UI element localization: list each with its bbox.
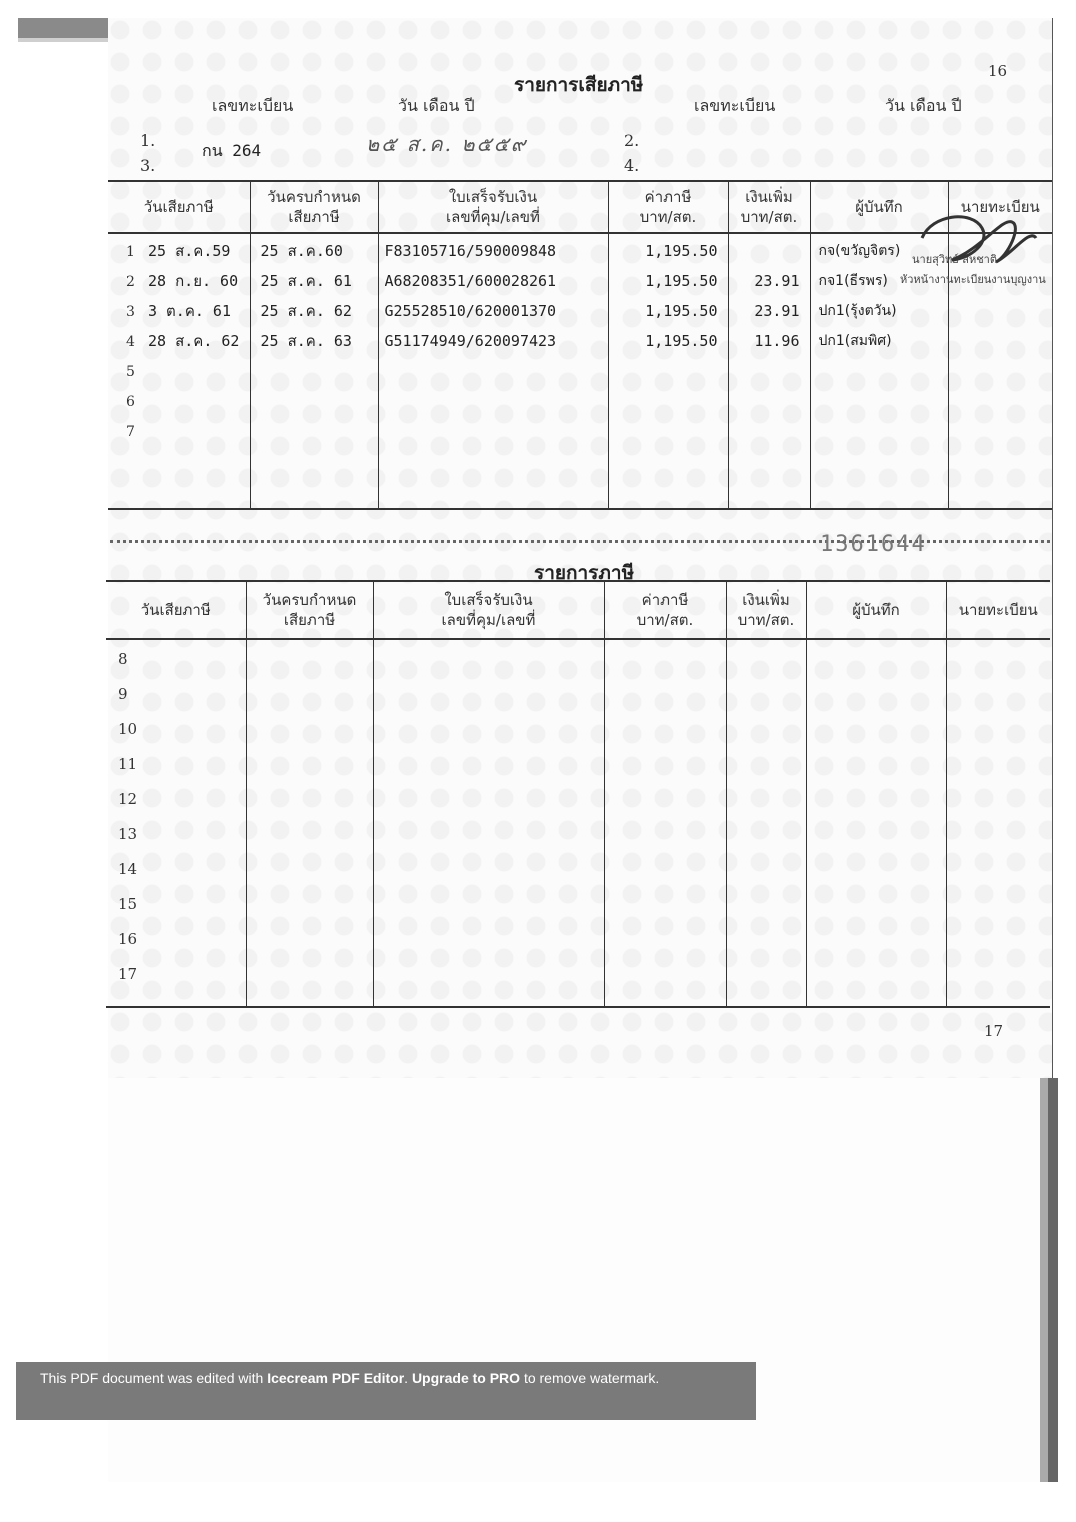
- tax-payment-table: [108, 180, 1052, 510]
- reg-entry-1-no: 1.: [140, 131, 156, 150]
- recorder-cell: กจ1(ธีรพร): [818, 273, 888, 289]
- col-header-extra: เงินเพิ่ม บาท/สต.: [726, 581, 806, 639]
- page-number-bottom: 17: [984, 1022, 1004, 1040]
- table-row: 3 3 ต.ค. 61: [126, 302, 231, 320]
- tax-cell: 1,195.50: [645, 242, 718, 260]
- due-date-column: [246, 639, 373, 1007]
- due-date-cell: 25 ส.ค.60: [260, 242, 343, 260]
- scan-corner-mark: [18, 18, 110, 38]
- scan-edge-dark: [1048, 1078, 1058, 1482]
- col-header-registrar: นายทะเบียน: [946, 581, 1050, 639]
- pay-date-column: [108, 233, 250, 509]
- tax-column: [608, 233, 728, 509]
- upgrade-link[interactable]: Upgrade to PRO: [411, 1370, 521, 1386]
- registrar-stamp-title: หัวหน้างานทะเบียนงานบุญงาน: [900, 273, 1046, 286]
- col-header-pay-date: วันเสียภาษี: [106, 581, 246, 639]
- extra-cell: 11.96: [754, 332, 800, 350]
- scan-corner-mark-edge: [18, 38, 110, 42]
- reg-entry-1-date: ๒๕ ส.ค. ๒๕๕๙: [366, 132, 528, 156]
- tax-cell: 1,195.50: [645, 332, 718, 350]
- col-header-due-date: วันครบกำหนด เสียภาษี: [246, 581, 373, 639]
- list-item: 14: [118, 860, 138, 878]
- col-header-extra: เงินเพิ่ม บาท/สต.: [728, 181, 810, 233]
- registrar-signature: [912, 208, 1042, 270]
- scan-edge-light: [1040, 1078, 1048, 1482]
- tax-payment-title: รายการเสียภาษี: [514, 74, 644, 96]
- due-date-column: [250, 233, 378, 509]
- col-header-receipt: ใบเสร็จรับเงิน เลขที่คุม/เลขที่: [378, 181, 608, 233]
- table-row: 2 28 ก.ย. 60: [126, 272, 239, 290]
- reg-no-label-1: เลขทะเบียน: [212, 96, 294, 115]
- list-item: 13: [118, 825, 138, 843]
- list-item: 10: [118, 720, 138, 738]
- recorder-cell: กจ(ขวัญจิตร): [818, 243, 901, 259]
- page-number-top: 16: [988, 62, 1008, 80]
- list-item: 17: [118, 965, 138, 983]
- table-row: 4 28 ส.ค. 62: [126, 332, 240, 350]
- receipt-column: [378, 233, 608, 509]
- table-row: 1 25 ส.ค.59: [126, 242, 231, 260]
- list-item: 8: [118, 650, 128, 668]
- tax-cell: 1,195.50: [645, 272, 718, 290]
- watermark-text: This PDF document was edited with Icecream PDF Editor. Upgrade to PRO to remove watermark.: [40, 1370, 660, 1386]
- col-header-pay-date: วันเสียภาษี: [108, 181, 250, 233]
- list-item: 9: [118, 685, 128, 703]
- reg-entry-4-no: 4.: [624, 156, 640, 175]
- extra-cell: 23.91: [754, 302, 800, 320]
- tax-column: [604, 639, 726, 1007]
- table-row: 6: [126, 394, 135, 410]
- receipt-cell: G25528510/620001370: [384, 302, 557, 320]
- list-item: 12: [118, 790, 138, 808]
- recorder-column: [806, 639, 946, 1007]
- reg-entry-3-no: 3.: [140, 156, 156, 175]
- col-header-tax: ค่าภาษี บาท/สต.: [604, 581, 726, 639]
- tax-list-table: [106, 580, 1050, 1008]
- col-header-receipt: ใบเสร็จรับเงิน เลขที่คุม/เลขที่: [373, 581, 604, 639]
- reg-no-label-2: เลขทะเบียน: [694, 96, 776, 115]
- receipt-cell: A68208351/600028261: [384, 272, 557, 290]
- extra-column: [728, 233, 810, 509]
- list-item: 11: [118, 755, 138, 773]
- due-date-cell: 25 ส.ค. 62: [260, 302, 352, 320]
- row-number-column: [106, 639, 246, 1007]
- due-date-cell: 25 ส.ค. 63: [260, 332, 352, 350]
- date-label-1: วัน เดือน ปี: [398, 96, 475, 115]
- col-header-registrar: นายทะเบียน: [948, 181, 1052, 233]
- tax-cell: 1,195.50: [645, 302, 718, 320]
- col-header-due-date: วันครบกำหนด เสียภาษี: [250, 181, 378, 233]
- recorder-cell: ปก1(รุ้งตวัน): [818, 303, 897, 319]
- extra-cell: 23.91: [754, 272, 800, 290]
- due-date-cell: 25 ส.ค. 61: [260, 272, 352, 290]
- serial-mark: 1361644: [820, 532, 927, 557]
- receipt-cell: G51174949/620097423: [384, 332, 557, 350]
- date-label-2: วัน เดือน ปี: [885, 96, 962, 115]
- col-header-recorder: ผู้บันทึก: [810, 181, 948, 233]
- list-item: 15: [118, 895, 138, 913]
- extra-cell: [729, 236, 810, 266]
- reg-entry-2-no: 2.: [624, 131, 640, 150]
- col-header-recorder: ผู้บันทึก: [806, 581, 946, 639]
- tax-list-title: รายการภาษี: [534, 562, 635, 584]
- receipt-cell: F83105716/590009848: [384, 242, 557, 260]
- receipt-column: [373, 639, 604, 1007]
- registrar-column: [946, 639, 1050, 1007]
- registrar-stamp-name: นายสุวิทย์ สหชาติ: [912, 253, 997, 266]
- watermark-brand: Icecream PDF Editor: [267, 1370, 405, 1386]
- table-row: 7: [126, 424, 135, 440]
- list-item: 16: [118, 930, 138, 948]
- table-row: 5: [126, 364, 135, 380]
- scan-lower-area: [108, 1078, 1048, 1482]
- extra-column: [726, 639, 806, 1007]
- reg-entry-1-plate: กน 264: [202, 141, 262, 160]
- col-header-tax: ค่าภาษี บาท/สต.: [608, 181, 728, 233]
- recorder-cell: ปก1(สมพิศ): [818, 333, 892, 349]
